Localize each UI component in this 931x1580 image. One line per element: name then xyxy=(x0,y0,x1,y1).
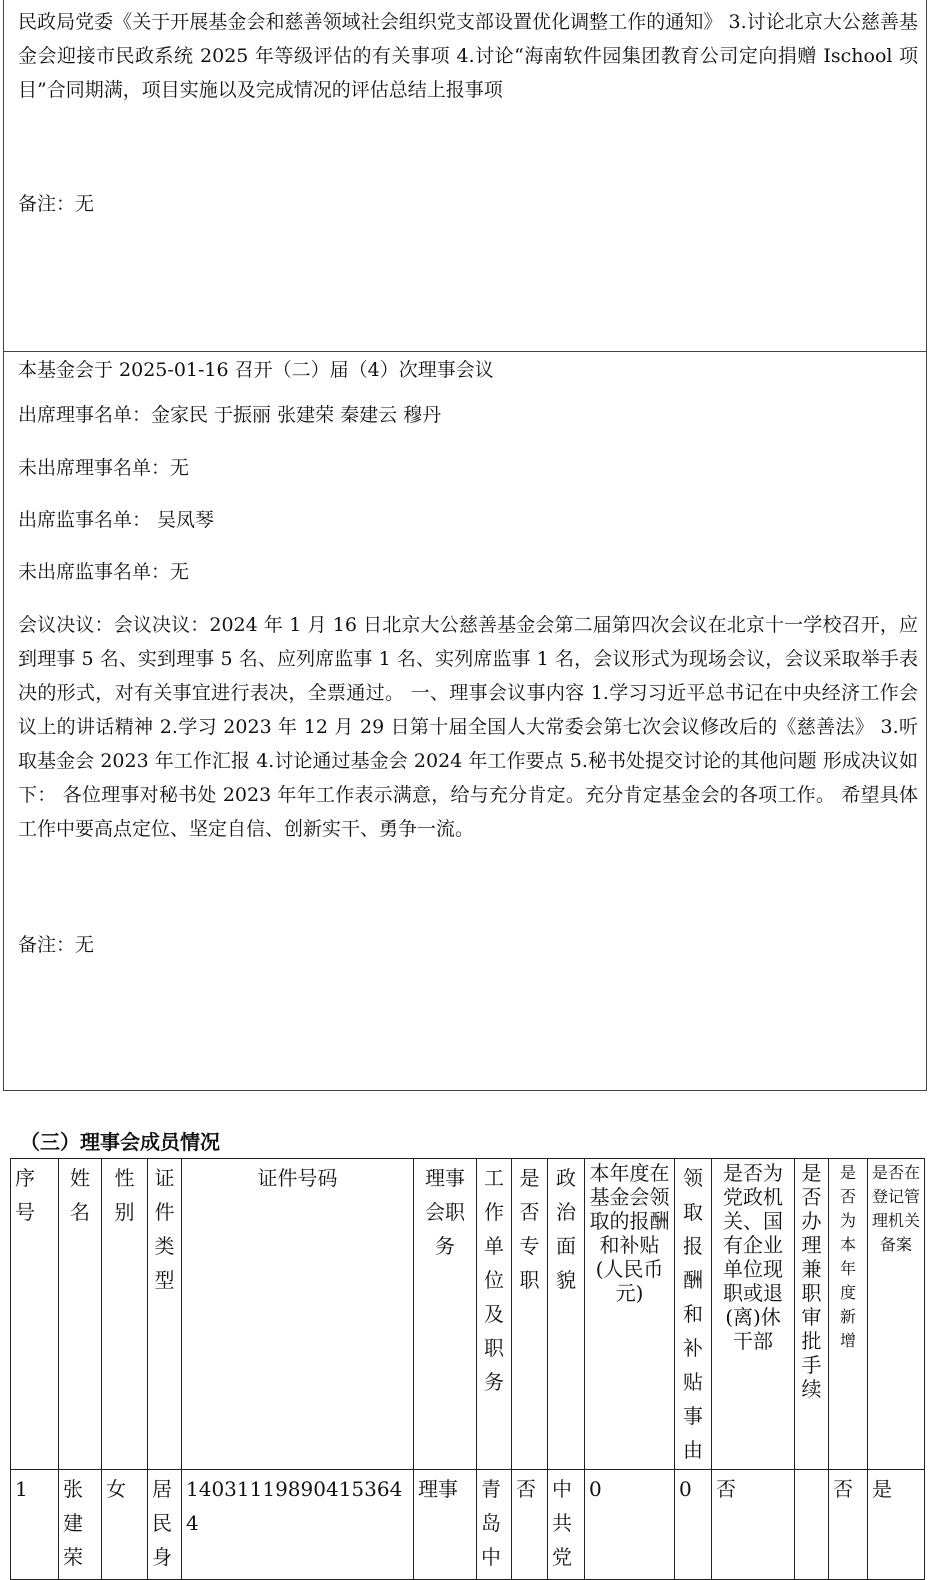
header-cell: 工作单位及职务 xyxy=(477,1159,512,1470)
header-cell: 是否为党政机关、国有企业单位现职或退(离)休干部 xyxy=(712,1159,795,1470)
header-cell: 是否在登记管理机关备案 xyxy=(868,1159,925,1470)
cell-remuneration: 0 xyxy=(585,1470,675,1580)
table-header-row xyxy=(11,1159,925,1470)
header-cell: 姓名 xyxy=(59,1159,102,1470)
cell-name: 张建荣 xyxy=(59,1470,102,1580)
cell-official: 否 xyxy=(712,1470,795,1580)
cell-index: 1 xyxy=(11,1470,59,1580)
cell-employer: 青岛中 xyxy=(477,1470,512,1580)
board-members-table xyxy=(10,1158,925,1580)
header-cell: 证件号码 xyxy=(182,1159,414,1470)
remark-2: 备注：无 xyxy=(18,934,95,956)
cell-gender: 女 xyxy=(102,1470,148,1580)
cell-position: 理事 xyxy=(414,1470,477,1580)
cell-approval xyxy=(795,1470,829,1580)
cell-id-type: 居民身 xyxy=(148,1470,182,1580)
attending-directors: 出席理事名单：金家民 于振丽 张建荣 秦建云 穆丹 xyxy=(18,404,442,426)
header-cell: 政治面貌 xyxy=(548,1159,585,1470)
cell-remuneration-reason: 0 xyxy=(675,1470,712,1580)
header-cell: 性别 xyxy=(102,1159,148,1470)
remark-1: 备注：无 xyxy=(18,193,95,215)
header-cell: 理事会职务 xyxy=(414,1159,477,1470)
meeting-record-box-1 xyxy=(3,0,927,352)
absent-directors: 未出席理事名单：无 xyxy=(18,457,190,479)
meeting-resolution: 会议决议：会议决议：2024 年 1 月 16 日北京大公慈善基金会第二届第四次会议在北京十一学校召开，应到理事 5 名、实到理事 5 名、应列席监事 1 名、实列席监事 1 名，会议形式为现场会议，会议采取举手表决的形式，对有关事宜进行表决，全票通过。 一、理事会议事内容 1.学习习近平总书记在中央经济工作会议上的讲话精神 2.学习 2023 年 12 月 29 日第十届全国人大常委会第七次会议修改后的《慈善法》 3.听取基金会 2023 年工作汇报 4.讨论通过基金会 2024 年工作要点 5.秘书处提交讨论的其他问题 形成决议如下： 各位理事对秘书处 2023 年年工作表示满意，给与充分肯定。充分肯定基金会的各项工作。 希望具体工作中要高点定位、坚定自信、创新实干、勇争一流。 xyxy=(18,614,918,840)
meeting-agenda-continuation: 民政局党委《关于开展基金会和慈善领域社会组织党支部设置优化调整工作的通知》 3.讨论北京大公慈善基金会迎接市民政系统 2025 年等级评估的有关事项 4.讨论“海南软件园集团教育公司定向捐赠 Ischool 项目”合同期满，项目实施以及完成情况的评估总结上报事项 xyxy=(18,11,918,101)
cell-political-status: 中共党 xyxy=(548,1470,585,1580)
header-cell: 是否为本年度新增 xyxy=(829,1159,868,1470)
header-cell: 是否专职 xyxy=(512,1159,548,1470)
header-cell: 序号 xyxy=(11,1159,59,1470)
cell-id-number: 140311198904153644 xyxy=(182,1470,414,1580)
section-title: （三）理事会成员情况 xyxy=(20,1130,220,1154)
meeting-record-box-2 xyxy=(3,351,927,1091)
meeting-title: 本基金会于 2025-01-16 召开（二）届（4）次理事会议 xyxy=(18,359,494,381)
header-cell: 证件类型 xyxy=(148,1159,182,1470)
cell-new: 否 xyxy=(829,1470,868,1580)
cell-filed: 是 xyxy=(868,1470,925,1580)
table-row xyxy=(11,1470,925,1580)
cell-full-time: 否 xyxy=(512,1470,548,1580)
attending-supervisors: 出席监事名单： 吴凤琴 xyxy=(18,509,215,531)
header-cell: 领取报酬和补贴事由 xyxy=(675,1159,712,1470)
header-cell: 是否办理兼职审批手续 xyxy=(795,1159,829,1470)
header-cell: 本年度在基金会领取的报酬和补贴(人民币元) xyxy=(585,1159,675,1470)
absent-supervisors: 未出席监事名单：无 xyxy=(18,561,190,583)
